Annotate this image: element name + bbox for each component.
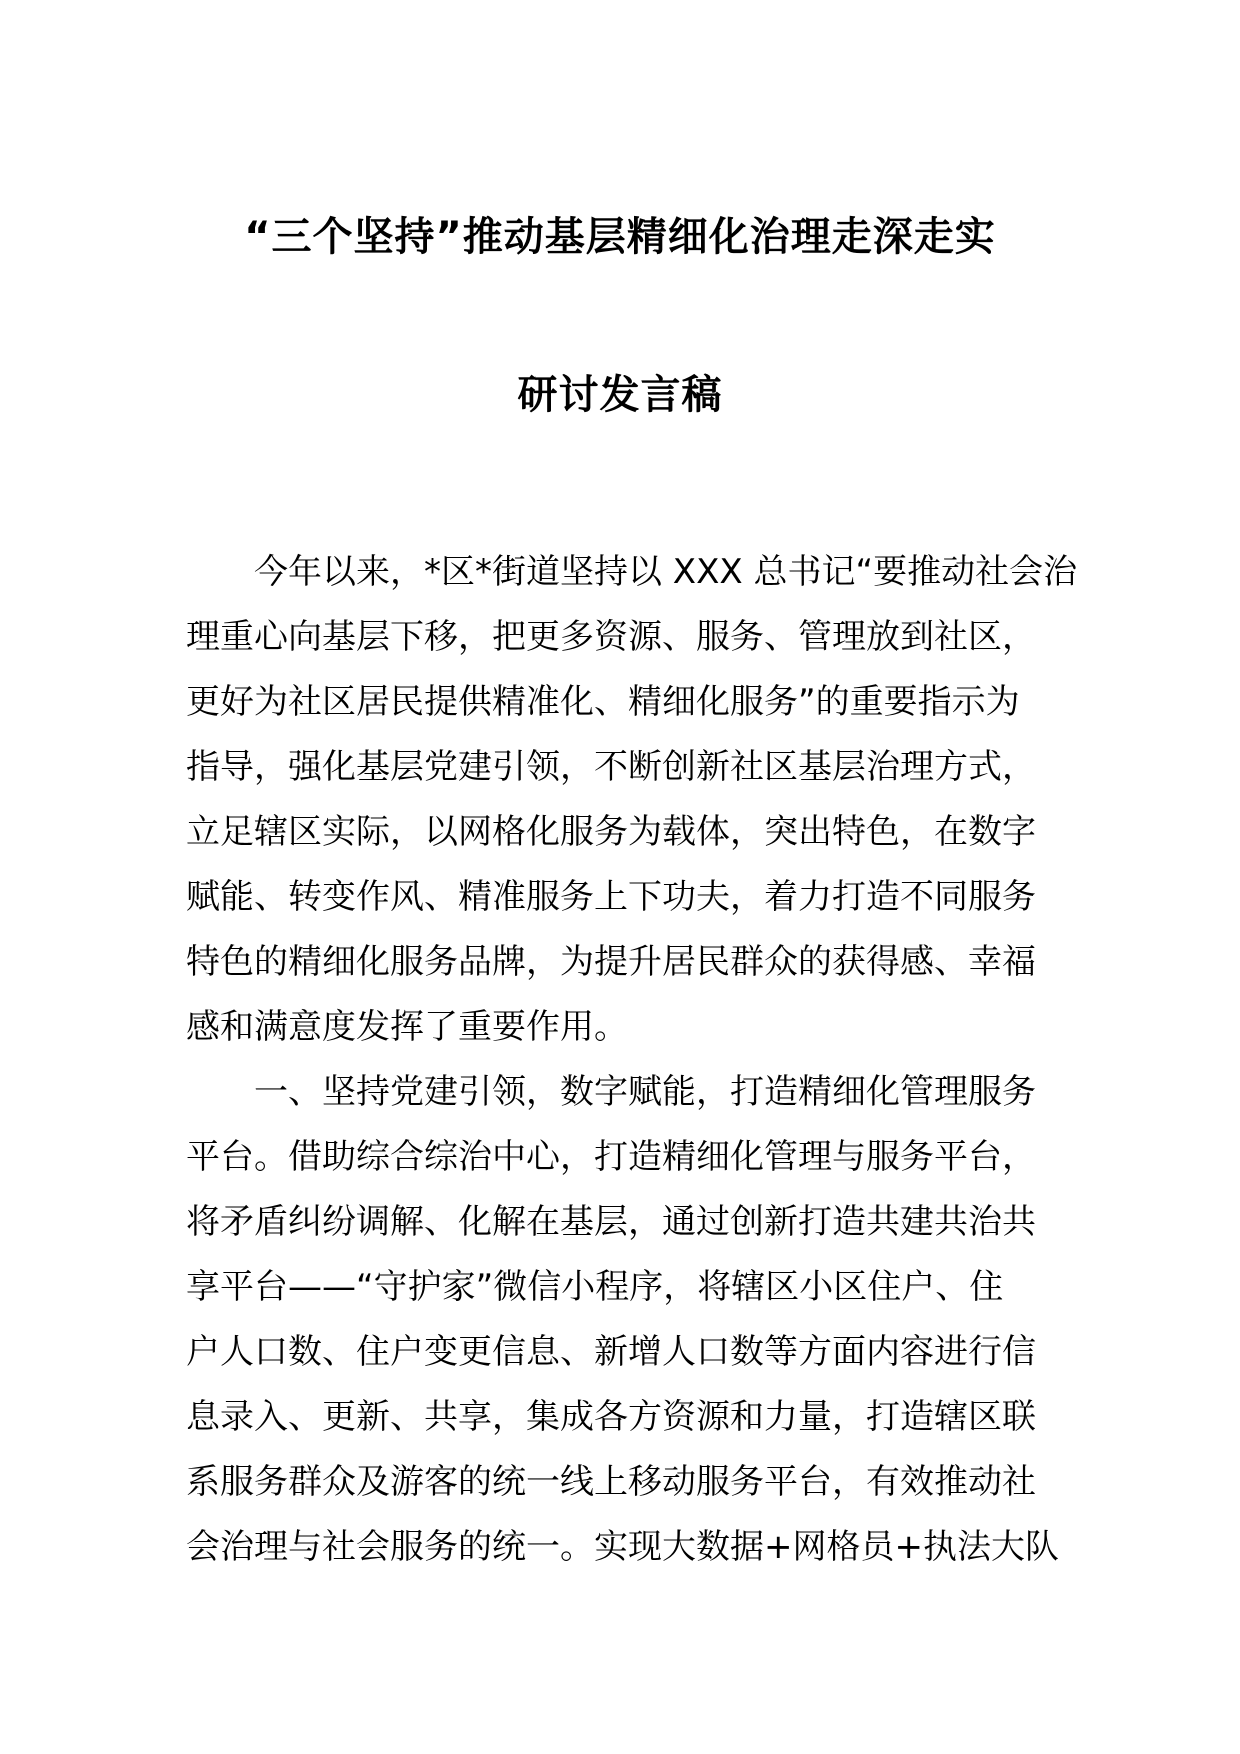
paragraph-line: 赋能、转变作风、精准服务上下功夫，着力打造不同服务 xyxy=(186,877,1036,917)
paragraph-line: 今年以来，*区*街道坚持以 XXX 总书记“要推动社会治 xyxy=(254,552,1078,592)
paragraph-line: 更好为社区居民提供精准化、精细化服务”的重要指示为 xyxy=(186,682,1020,722)
paragraph-line: 享平台——“守护家”微信小程序，将辖区小区住户、住 xyxy=(186,1267,1004,1307)
paragraph-line: 感和满意度发挥了重要作用。 xyxy=(186,1007,628,1047)
paragraph-line: 立足辖区实际，以网格化服务为载体，突出特色，在数字 xyxy=(186,812,1036,852)
paragraph-line: 特色的精细化服务品牌，为提升居民群众的获得感、幸福 xyxy=(186,942,1036,982)
paragraph-line: 会治理与社会服务的统一。实现大数据+网格员+执法大队 xyxy=(186,1527,1059,1567)
paragraph-line: 息录入、更新、共享，集成各方资源和力量，打造辖区联 xyxy=(186,1397,1036,1437)
paragraph-line: 指导，强化基层党建引领，不断创新社区基层治理方式， xyxy=(186,747,1036,787)
paragraph-line: 户人口数、住户变更信息、新增人口数等方面内容进行信 xyxy=(186,1332,1036,1372)
paragraph-line: 一、坚持党建引领，数字赋能，打造精细化管理服务 xyxy=(254,1072,1036,1112)
document-title-line-1: “三个坚持”推动基层精细化治理走深走实 xyxy=(244,214,996,260)
document-body xyxy=(186,540,1078,1580)
paragraph-line: 理重心向基层下移，把更多资源、服务、管理放到社区， xyxy=(186,617,1036,657)
document-title-line-2: 研讨发言稿 xyxy=(517,372,723,418)
paragraph-line: 系服务群众及游客的统一线上移动服务平台，有效推动社 xyxy=(186,1462,1036,1502)
paragraph-line: 将矛盾纠纷调解、化解在基层，通过创新打造共建共治共 xyxy=(186,1202,1036,1242)
paragraph-line: 平台。借助综合综治中心，打造精细化管理与服务平台， xyxy=(186,1137,1036,1177)
